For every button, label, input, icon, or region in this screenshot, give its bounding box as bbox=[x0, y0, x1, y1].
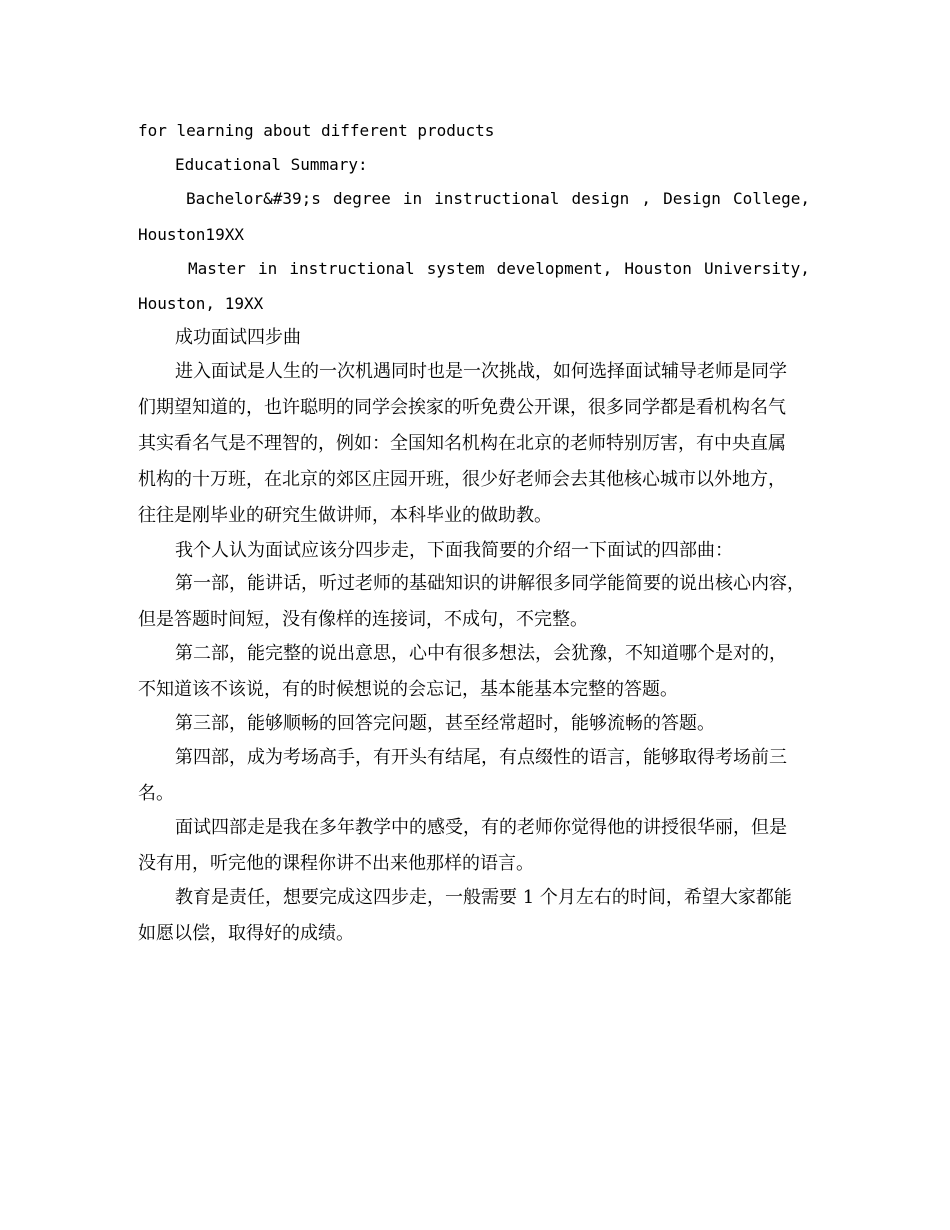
text-line-justified bbox=[188, 259, 810, 279]
text-line: 第四部，成为考场高手，有开头有结尾，有点缀性的语言，能够取得考场前三 bbox=[175, 747, 787, 768]
text-line: 如愿以偿，取得好的成绩。 bbox=[138, 923, 354, 944]
text-line: Educational Summary: bbox=[175, 155, 368, 174]
text-line: 不知道该不该说，有的时候想说的会忘记，基本能基本完整的答题。 bbox=[138, 679, 678, 700]
word: Design bbox=[663, 189, 721, 208]
word: design bbox=[571, 189, 630, 208]
text-line: 第一部，能讲话，听过老师的基础知识的讲解很多同学能简要的说出核心内容， bbox=[175, 573, 805, 594]
text-line: 没有用，听完他的课程你讲不出来他那样的语言。 bbox=[138, 853, 534, 874]
word: College, bbox=[732, 189, 810, 208]
word: instructional bbox=[289, 259, 415, 278]
text-line: 机构的十万班，在北京的郊区庄园开班，很少好老师会去其他核心城市以外地方， bbox=[138, 469, 786, 490]
section-heading: 成功面试四步曲 bbox=[175, 327, 301, 348]
text-line: 名。 bbox=[138, 783, 174, 804]
text-line: Houston, 19XX bbox=[138, 294, 264, 313]
word: in bbox=[402, 189, 423, 208]
word: Bachelor&#39;s bbox=[186, 189, 321, 208]
word: degree bbox=[332, 189, 391, 208]
word: Master bbox=[188, 259, 246, 278]
text-line: 第三部，能够顺畅的回答完问题，甚至经常超时，能够流畅的答题。 bbox=[175, 713, 715, 734]
word: Houston bbox=[624, 259, 692, 278]
text-line: 教育是责任，想要完成这四步走，一般需要 1 个月左右的时间，希望大家都能 bbox=[175, 887, 792, 908]
word: , bbox=[641, 189, 651, 208]
text-line: Houston19XX bbox=[138, 225, 244, 244]
word: in bbox=[257, 259, 278, 278]
text-line: 我个人认为面试应该分四步走，下面我简要的介绍一下面试的四部曲： bbox=[175, 540, 733, 561]
text-line: for learning about different products bbox=[138, 121, 495, 140]
text-line: 往往是刚毕业的研究生做讲师，本科毕业的做助教。 bbox=[138, 505, 552, 526]
text-line-justified bbox=[186, 189, 810, 209]
text-line: 第二部，能完整的说出意思，心中有很多想法，会犹豫，不知道哪个是对的， bbox=[175, 643, 787, 664]
text-line: 面试四部走是我在多年教学中的感受，有的老师你觉得他的讲授很华丽，但是 bbox=[175, 817, 787, 838]
text-line: 们期望知道的，也许聪明的同学会挨家的听免费公开课，很多同学都是看机构名气 bbox=[138, 397, 786, 418]
text-line: 但是答题时间短，没有像样的连接词，不成句，不完整。 bbox=[138, 609, 588, 630]
word: system bbox=[426, 259, 485, 278]
text-line: 进入面试是人生的一次机遇同时也是一次挑战，如何选择面试辅导老师是同学 bbox=[175, 361, 787, 382]
text-line: 其实看名气是不理智的，例如：全国知名机构在北京的老师特别厉害，有中央直属 bbox=[138, 433, 786, 454]
word: instructional bbox=[434, 189, 560, 208]
word: development, bbox=[496, 259, 613, 278]
word: University, bbox=[703, 259, 810, 278]
